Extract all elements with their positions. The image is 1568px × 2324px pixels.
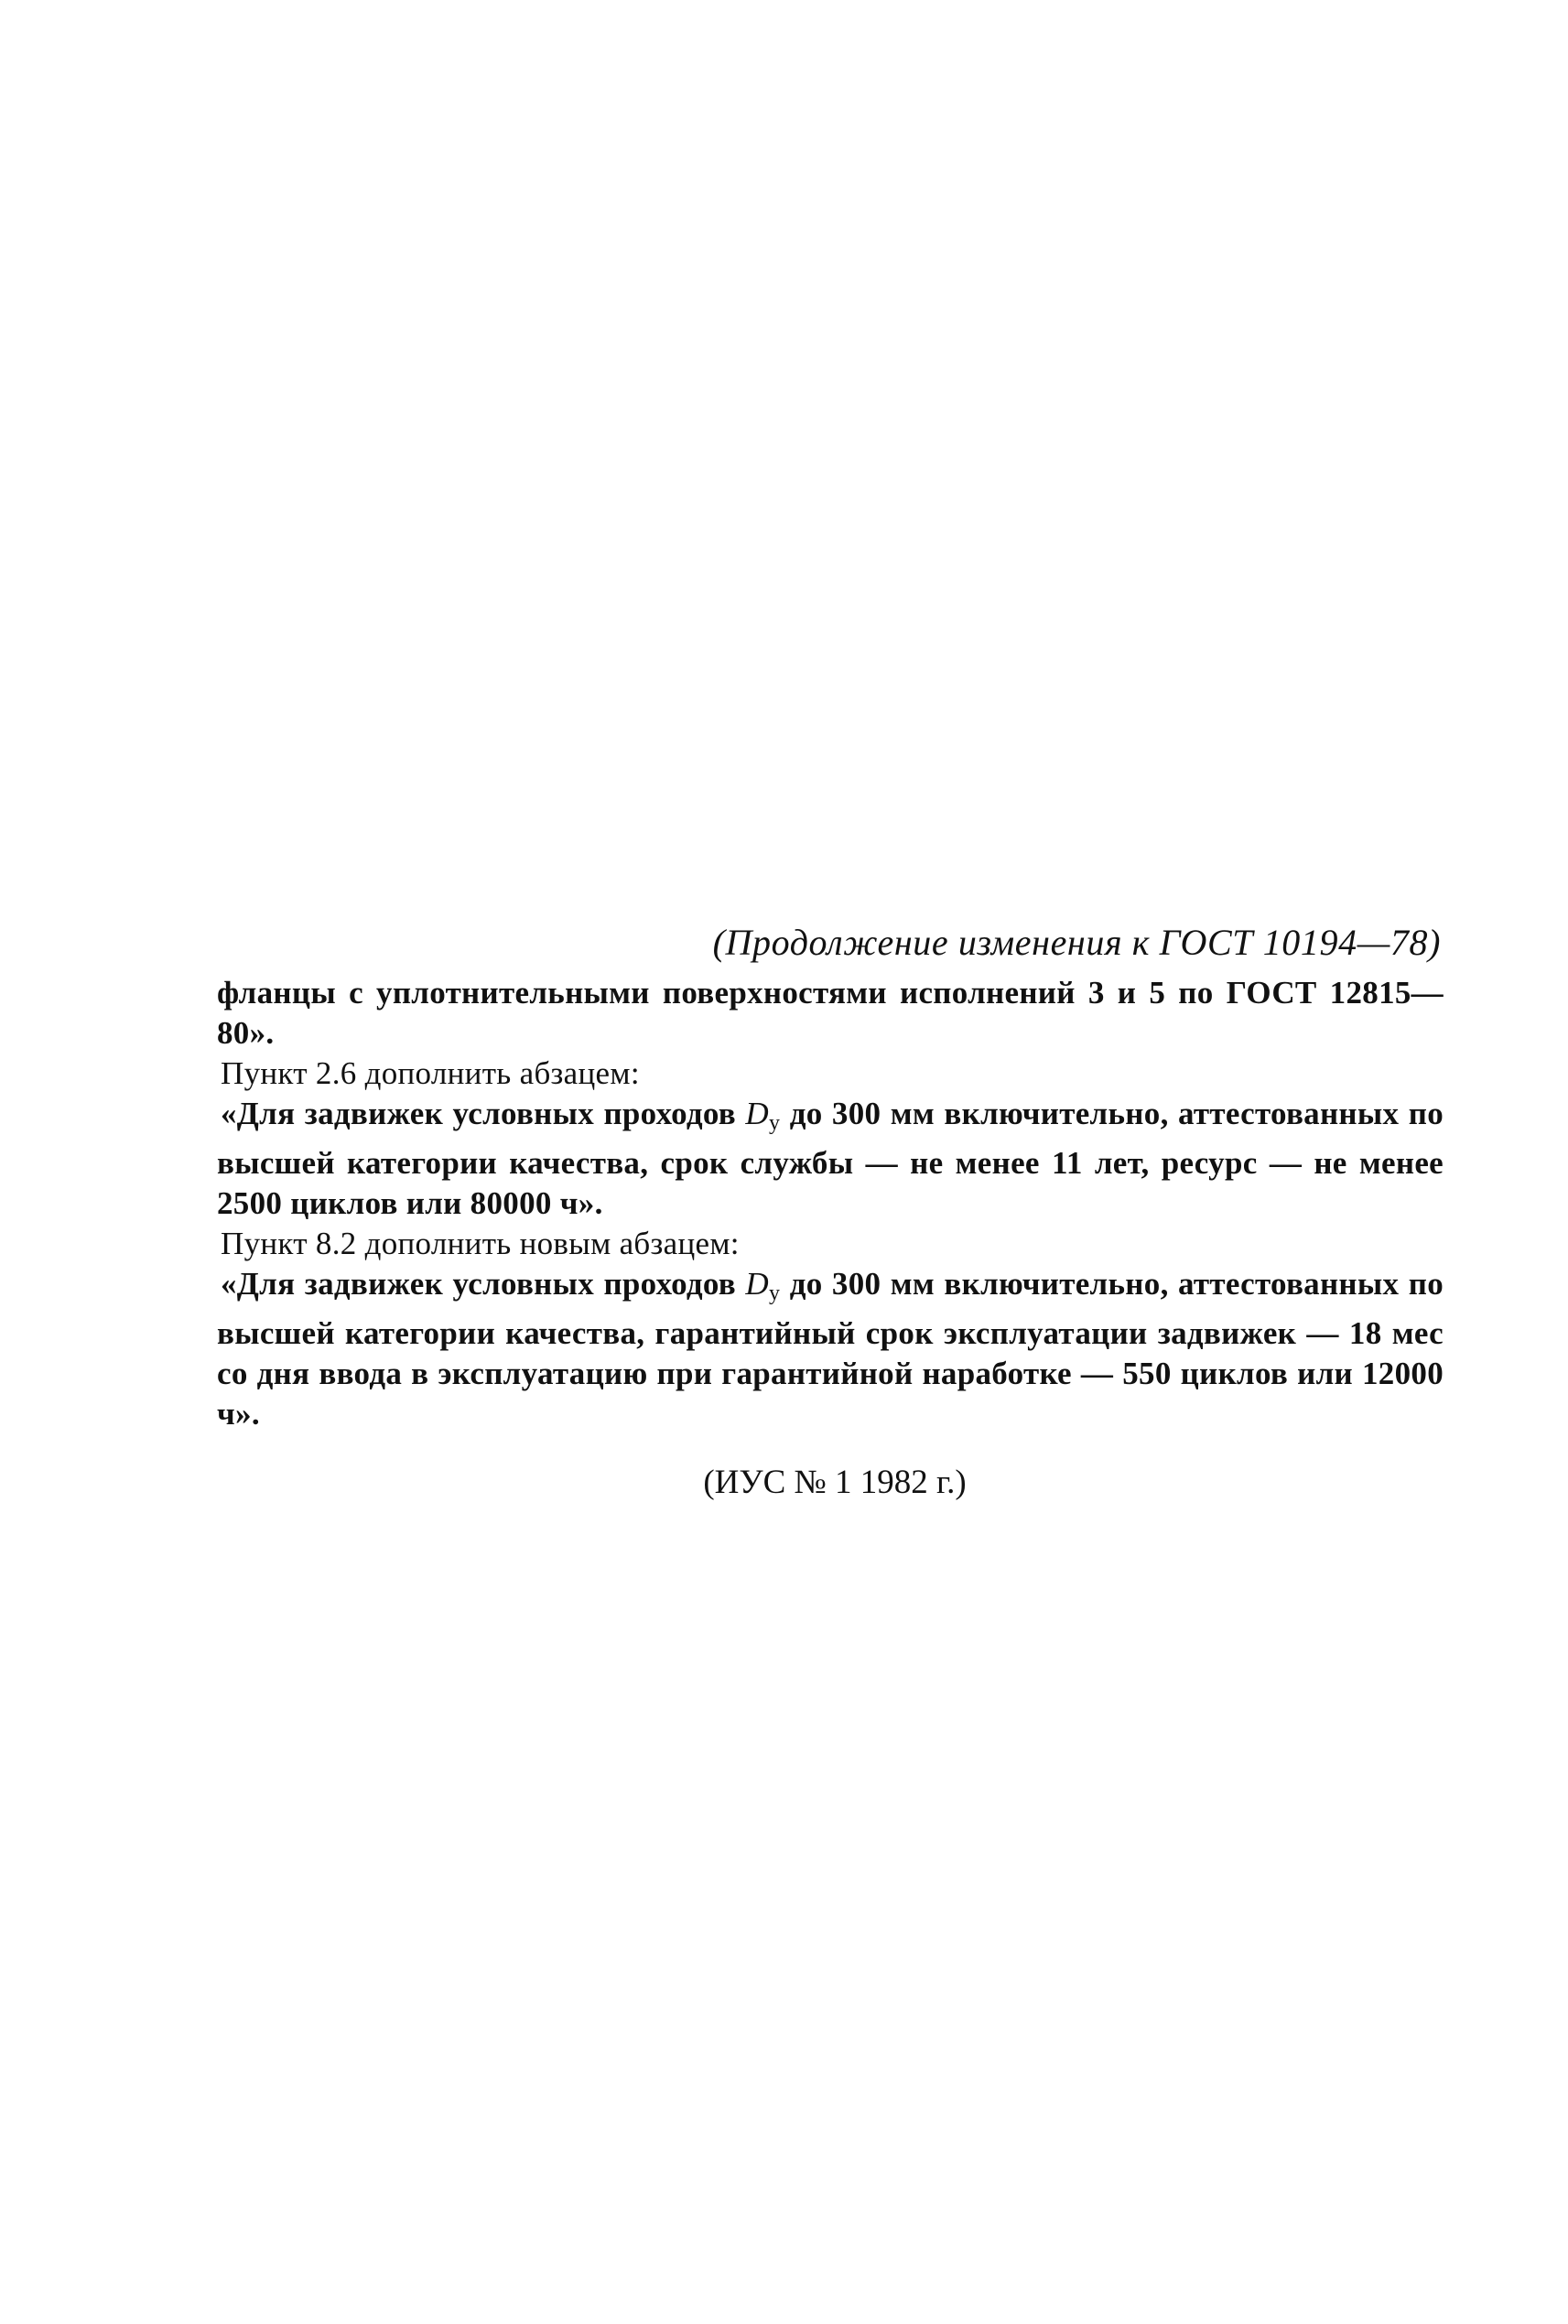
amendment-block bbox=[217, 920, 1444, 1504]
symbol-d: D bbox=[745, 1266, 769, 1302]
paragraph-flanges: фланцы с уплотнительными поверхностями исполнений 3 и 5 по ГОСТ 12815—80». bbox=[217, 975, 1444, 1051]
paragraph-item-2-6-text bbox=[217, 1094, 1444, 1224]
symbol-subscript: у bbox=[768, 1281, 781, 1305]
nominal-diameter-symbol bbox=[745, 1096, 781, 1135]
symbol-subscript: у bbox=[768, 1111, 781, 1135]
item-8-2-text-end: до 300 мм включительно, аттестованных по высшей категории качества, гарантийный срок эксплуатации задвижек — 18 мес со дня ввода в эксплуатацию при гарантийной наработке — 550 циклов или 12000 ч». bbox=[217, 1266, 1444, 1432]
continuation-header: (Продолжение изменения к ГОСТ 10194—78) bbox=[712, 922, 1441, 963]
source-reference: (ИУС № 1 1982 г.) bbox=[703, 1464, 967, 1501]
amendment-text bbox=[217, 973, 1444, 1434]
paragraph-item-8-2-heading: Пункт 8.2 дополнить новым абзацем: bbox=[221, 1226, 740, 1261]
paragraph-item-2-6-heading: Пункт 2.6 дополнить абзацем: bbox=[221, 1055, 640, 1091]
item-2-6-text-end: до 300 мм включительно, аттестованных по высшей категории качества, срок службы — не менее 11 лет, ресурс — не менее 2500 циклов или 80000 ч». bbox=[217, 1096, 1444, 1221]
nominal-diameter-symbol bbox=[745, 1266, 781, 1305]
paragraph-item-8-2-text bbox=[217, 1264, 1444, 1434]
symbol-d: D bbox=[745, 1096, 769, 1131]
item-2-6-text-start: «Для задвижек условных проходов bbox=[221, 1096, 746, 1131]
item-8-2-text-start: «Для задвижек условных проходов bbox=[221, 1266, 746, 1302]
